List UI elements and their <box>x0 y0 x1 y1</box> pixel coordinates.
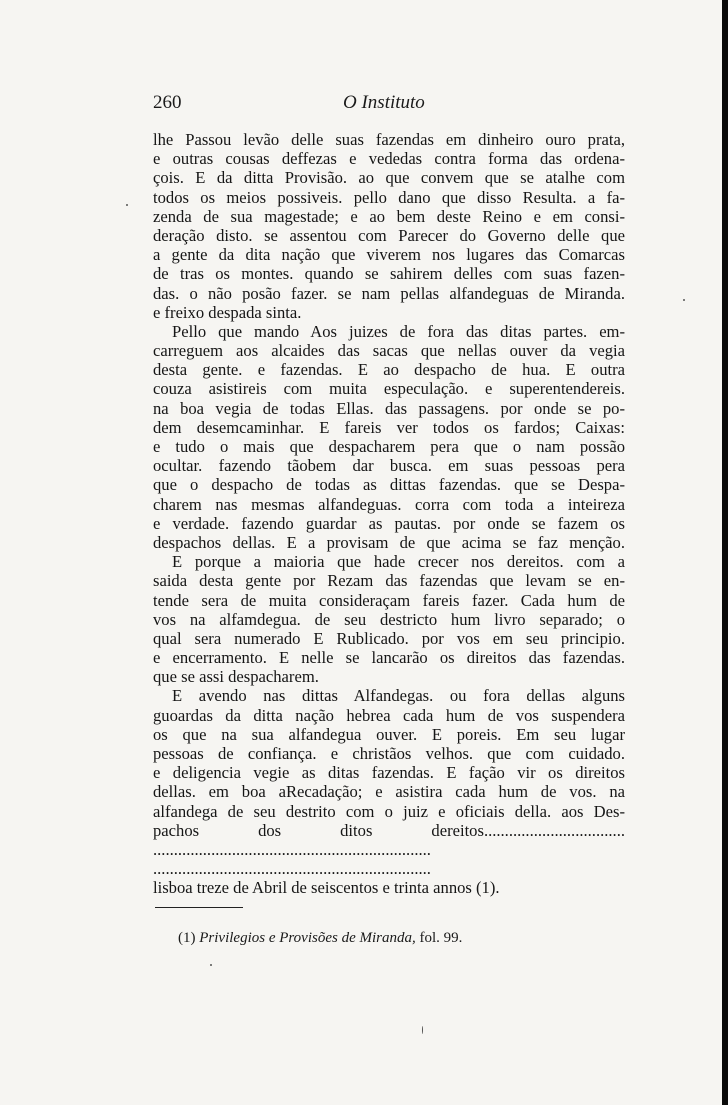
text-line: carreguem aos alcaides das sacas que nellas ouver da vegia <box>153 341 625 361</box>
scan-speck <box>210 964 212 966</box>
text-line: e encerramento. E nelle se lancarão os direitos das fazendas. <box>153 648 625 668</box>
text-line: E porque a maioria que hade crecer nos dereitos. com a <box>172 552 625 572</box>
text-line: pachos dos ditos dereitos.................................. <box>153 820 625 840</box>
page-number: 260 <box>153 92 182 113</box>
text-line: na boa vegia de todas Ellas. das passagens. por onde se po- <box>153 398 625 418</box>
text-line: desta gente. e fazendas. E ao despacho de hua. E outra <box>153 360 625 380</box>
text-line: couza asistireis com muita especulação. e superentendereis. <box>153 379 625 399</box>
text-line: e outras cousas deffezas e vededas contra forma das ordena- <box>153 149 625 169</box>
text-line: das. o não posão fazer. se nam pellas alfandeguas de Miranda. <box>153 283 625 303</box>
text-line: e verdade. fazendo guardar as pautas. por onde se fazem os <box>153 513 625 533</box>
text-line: ................................................................... <box>153 839 431 859</box>
text-line: saida desta gente por Rezam das fazendas que levam se en- <box>153 571 625 591</box>
text-line: dem desemcaminhar. E fareis ver todos os fardos; Caixas: <box>153 417 625 437</box>
text-line: que se assi despacharem. <box>153 667 319 687</box>
page-header <box>153 92 623 116</box>
text-line: lhe Passou levão delle suas fazendas em dinheiro ouro prata, <box>153 130 625 149</box>
text-line: ................................................................... <box>153 859 431 879</box>
text-line: deração disto. se assentou com Parecer do Governo delle que <box>153 225 625 245</box>
scan-speck <box>683 299 685 301</box>
text-line: e deligencia vegie as ditas fazendas. E fação vir os direitos <box>153 763 625 783</box>
scan-speck <box>126 204 128 206</box>
scan-edge <box>722 0 728 1105</box>
text-line: os que na sua alfandegua ouver. E poreis. Em seu lugar <box>153 724 625 744</box>
text-line: charem nas mesmas alfandeguas. corra com toda a inteireza <box>153 494 625 514</box>
text-line: ocultar. fazendo tãobem dar busca. em suas pessoas pera <box>153 456 625 476</box>
text-line: dellas. em boa aRecadação; e asistira cada hum de vos. na <box>153 782 625 802</box>
text-line: çois. E da ditta Provisão. ao que convem que se atalhe com <box>153 168 625 188</box>
text-line: alfandega de seu destrito com o juiz e oficiais della. aos Des- <box>153 801 625 821</box>
text-line: Pello que mando Aos juizes de fora das ditas partes. em- <box>172 321 625 341</box>
text-line: e freixo despada sinta. <box>153 302 302 322</box>
text-line: qual sera numerado E Rublicado. por vos em seu principio. <box>153 628 625 648</box>
text-line: de tras os montes. quando se sahirem delles com suas fazen- <box>153 264 625 284</box>
text-line: despachos dellas. E a provisam de que acima se faz menção. <box>153 532 625 552</box>
text-line: a gente da dita nação que viverem nos lugares das Comarcas <box>153 245 625 265</box>
text-line: vos na alfamdegua. de seu destricto hum livro separado; o <box>153 609 625 629</box>
text-line: lisboa treze de Abril de seiscentos e trinta annos (1). <box>153 878 500 898</box>
footnote <box>178 930 462 947</box>
footnote-marker: (1) <box>178 930 196 946</box>
text-line: guoardas da ditta nação hebrea cada hum de vos suspendera <box>153 705 625 725</box>
text-line: zenda de sua magestade; e ao bem deste Reino e em consi- <box>153 206 625 226</box>
running-title: O Instituto <box>343 92 425 113</box>
footnote-reference: Privilegios e Provisões de Miranda, <box>199 930 416 946</box>
body-text <box>153 130 625 898</box>
footnote-rule <box>155 907 243 908</box>
text-line: tende sera de muita consideraçam fareis fazer. Cada hum de <box>153 590 625 610</box>
scan-speck <box>422 1026 423 1034</box>
text-line: todos os meios possiveis. pello dano que disso Resulta. a fa- <box>153 187 625 207</box>
text-line: que o despacho de todas as dittas fazendas. que se Despa- <box>153 475 625 495</box>
text-line: pessoas de confiança. e christãos velhos. que com cuidado. <box>153 744 625 763</box>
footnote-page: fol. 99. <box>419 930 463 946</box>
text-line: e tudo o mais que despacharem pera que o nam possão <box>153 437 625 456</box>
text-line: E avendo nas dittas Alfandegas. ou fora dellas alguns <box>172 686 625 706</box>
